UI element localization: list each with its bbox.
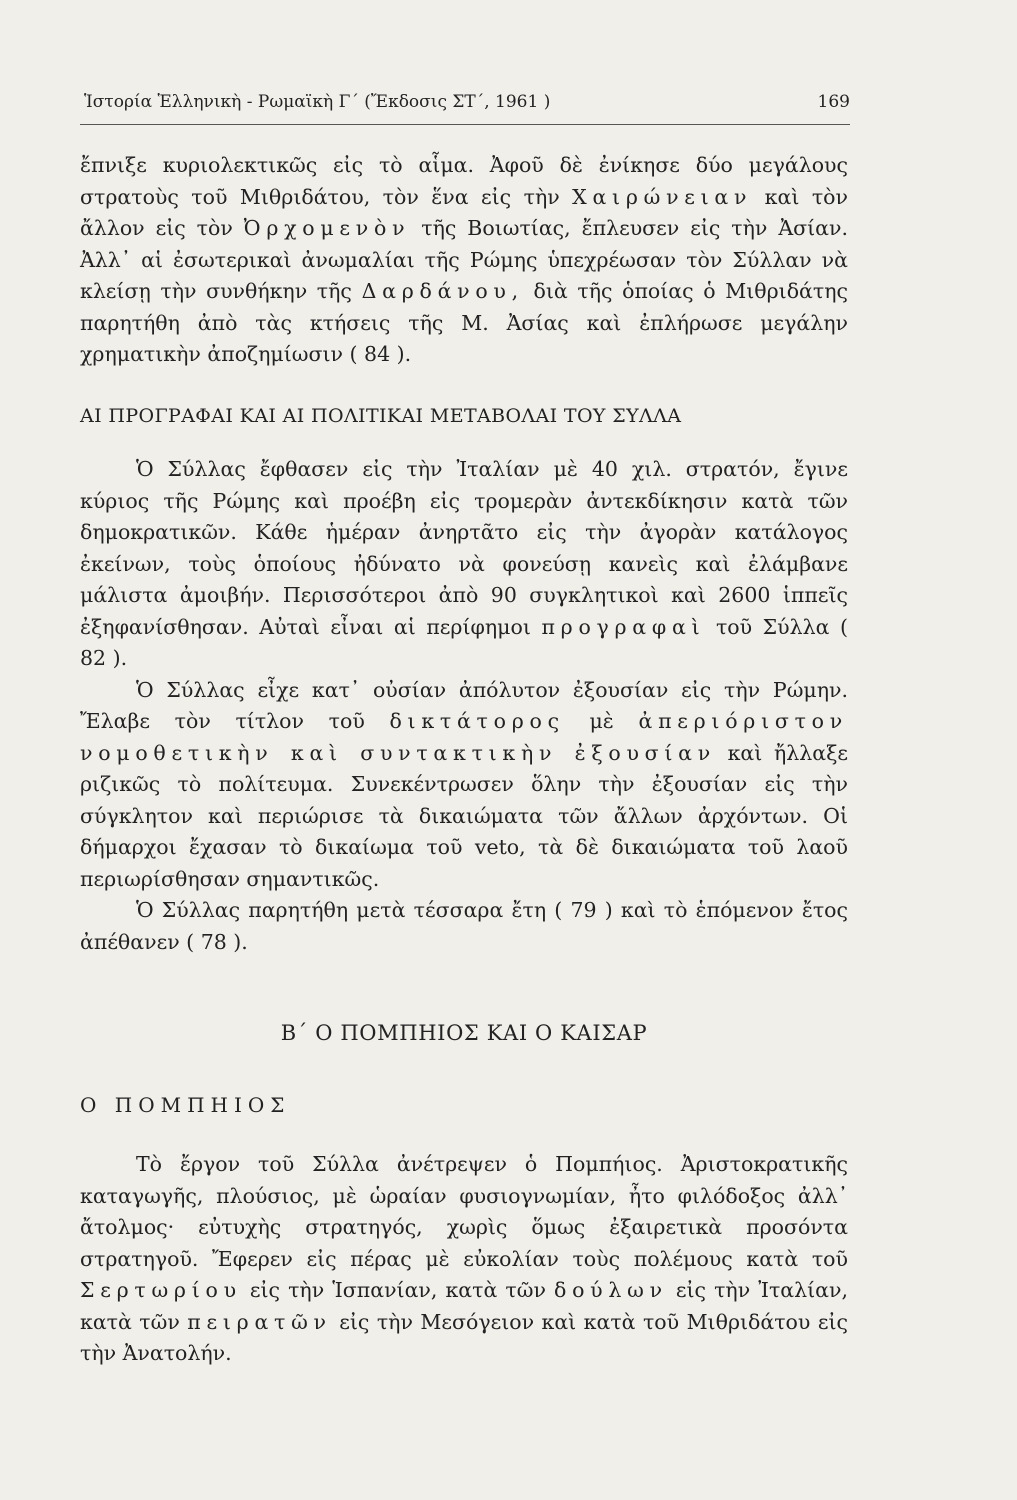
- spaced-term: προγραφαὶ: [541, 614, 706, 639]
- spaced-term: δούλων: [554, 1278, 668, 1302]
- subsection-heading: Ο ΠΟΜΠΗΙΟΣ: [80, 1092, 291, 1117]
- section-heading: ΑΙ ΠΡΟΓΡΑΦΑΙ ΚΑΙ ΑΙ ΠΟΛΙΤΙΚΑΙ ΜΕΤΑΒΟΛΑΙ ΤΟΥ ΣΥΛΛΑ: [80, 404, 682, 427]
- spaced-term: πειρατῶν: [187, 1309, 332, 1334]
- paragraph-3: [80, 675, 848, 896]
- text-run: εἰς τὴν Μεσόγειον καὶ κατὰ τοῦ Μιθριδάτου εἰς τὴν Ἀνατολήν.: [80, 1309, 848, 1365]
- body-text: [80, 150, 848, 1370]
- paragraph-1: [80, 150, 848, 371]
- text-run: Τὸ ἔργον τοῦ Σύλλα ἀνέτρεψεν ὁ Πομπήιος. Ἀριστοκρατικῆς καταγωγῆς, πλούσιος, μὲ ὡραίαν φυσιογνωμίαν, ἦτο φιλόδοξος ἀλλ᾽ ἄτολμος· εὐτυχὴς στρατηγός, χωρὶς ὅμως ἐξαιρετικὰ προσόντα στρατηγοῦ. Ἔφερεν εἰς πέρας μὲ εὐκολίαν τοὺς πολέμους κατὰ τοῦ: [80, 1152, 848, 1271]
- page-number: 169: [817, 92, 850, 112]
- paragraph-5: [80, 1149, 848, 1370]
- paragraph-2: [80, 454, 848, 675]
- spaced-term: Σερτωρίου: [80, 1278, 242, 1302]
- spaced-term: δικτάτορος: [389, 709, 565, 733]
- text-run: Ὁ Σύλλας εἶχε κατ᾽ οὐσίαν ἀπόλυτον ἐξουσίαν εἰς τὴν Ρώμην. Ἔλαβε τὸν τίτλον τοῦ: [80, 677, 848, 733]
- paragraph-4: Ὁ Σύλλας παρητήθη μετὰ τέσσαρα ἔτη ( 79 ) καὶ τὸ ἑπόμενον ἔτος ἀπέθανεν ( 78 ).: [80, 898, 848, 954]
- chapter-heading: Β΄ Ο ΠΟΜΠΗΙΟΣ ΚΑΙ Ο ΚΑΙΣΑΡ: [280, 1021, 648, 1045]
- spaced-term: Δαρδάνου,: [361, 279, 524, 303]
- text-run: μὲ: [589, 709, 614, 733]
- spaced-term: ἀπεριόριστον νομοθετικὴν καὶ συντακτικὴν ἐξουσίαν: [80, 709, 848, 765]
- text-run: εἰς τὴν Ἰταλίαν, κατὰ τῶν: [80, 1278, 848, 1334]
- running-header: [84, 92, 850, 112]
- text-run: Ὁ Σύλλας ἔφθασεν εἰς τὴν Ἰταλίαν μὲ 40 χιλ. στρατόν, ἔγινε κύριος τῆς Ρώμης καὶ προέβη εἰς τρομερὰν ἀντεκδίκησιν κατὰ τῶν δημοκρατικῶν. Κάθε ἡμέραν ἀνηρτᾶτο εἰς τὴν ἀγορὰν κατάλογος ἐκείνων, τοὺς ὁποίους ἠδύνατο νὰ φονεύσῃ κανεὶς καὶ ἐλάμβανε μάλιστα ἀμοιβήν. Περισσότεροι ἀπὸ 90 συγκλητικοὶ καὶ 2600 ἱππεῖς ἐξηφανίσθησαν. Αὐταὶ εἶναι αἱ περίφημοι: [80, 457, 848, 639]
- spaced-term: Χαιρώνειαν: [572, 184, 753, 209]
- text-run: τοῦ Σύλλα ( 82 ).: [80, 614, 848, 670]
- text-run: εἰς τὴν Ἱσπανίαν, κατὰ τῶν: [249, 1278, 546, 1302]
- text-run: καὶ τὸν ἄλλον εἰς τὸν: [80, 184, 848, 240]
- spaced-term: Ὀρχομενὸν: [243, 216, 411, 240]
- text-run: ἔπνιξε κυριολεκτικῶς εἰς τὸ αἷμα. Ἀφοῦ δὲ ἐνίκησε δύο μεγάλους στρατοὺς τοῦ Μιθριδάτου, τὸν ἕνα εἰς τὴν: [80, 153, 848, 209]
- text-run: καὶ ἤλλαξε ριζικῶς τὸ πολίτευμα. Συνεκέντρωσεν ὅλην τὴν ἐξουσίαν εἰς τὴν σύγκλητον καὶ περιώρισε τὰ δικαιώματα τῶν ἄλλων ἀρχόντων. Οἱ δήμαρχοι ἔχασαν τὸ δικαίωμα τοῦ veto, τὰ δὲ δικαιώματα τοῦ λαοῦ περιωρίσθησαν σημαντικῶς.: [80, 740, 848, 891]
- text-run: διὰ τῆς ὁποίας ὁ Μιθριδάτης παρητήθη ἀπὸ τὰς κτήσεις τῆς Μ. Ἀσίας καὶ ἐπλήρωσε μεγάλην χρηματικὴν ἀποζημίωσιν ( 84 ).: [80, 279, 848, 366]
- header-rule: [80, 124, 850, 125]
- running-title: Ἱστορία Ἑλληνικὴ - Ρωμαϊκὴ Γ΄ (Ἔκδοσις ΣΤ΄, 1961 ): [84, 92, 551, 112]
- text-run: τῆς Βοιωτίας, ἔπλευσεν εἰς τὴν Ἀσίαν. Ἀλλ᾽ αἱ ἐσωτερικαὶ ἀνωμαλίαι τῆς Ρώμης ὑπεχρέωσαν τὸν Σύλλαν νὰ κλείσῃ τὴν συνθήκην τῆς: [80, 216, 848, 303]
